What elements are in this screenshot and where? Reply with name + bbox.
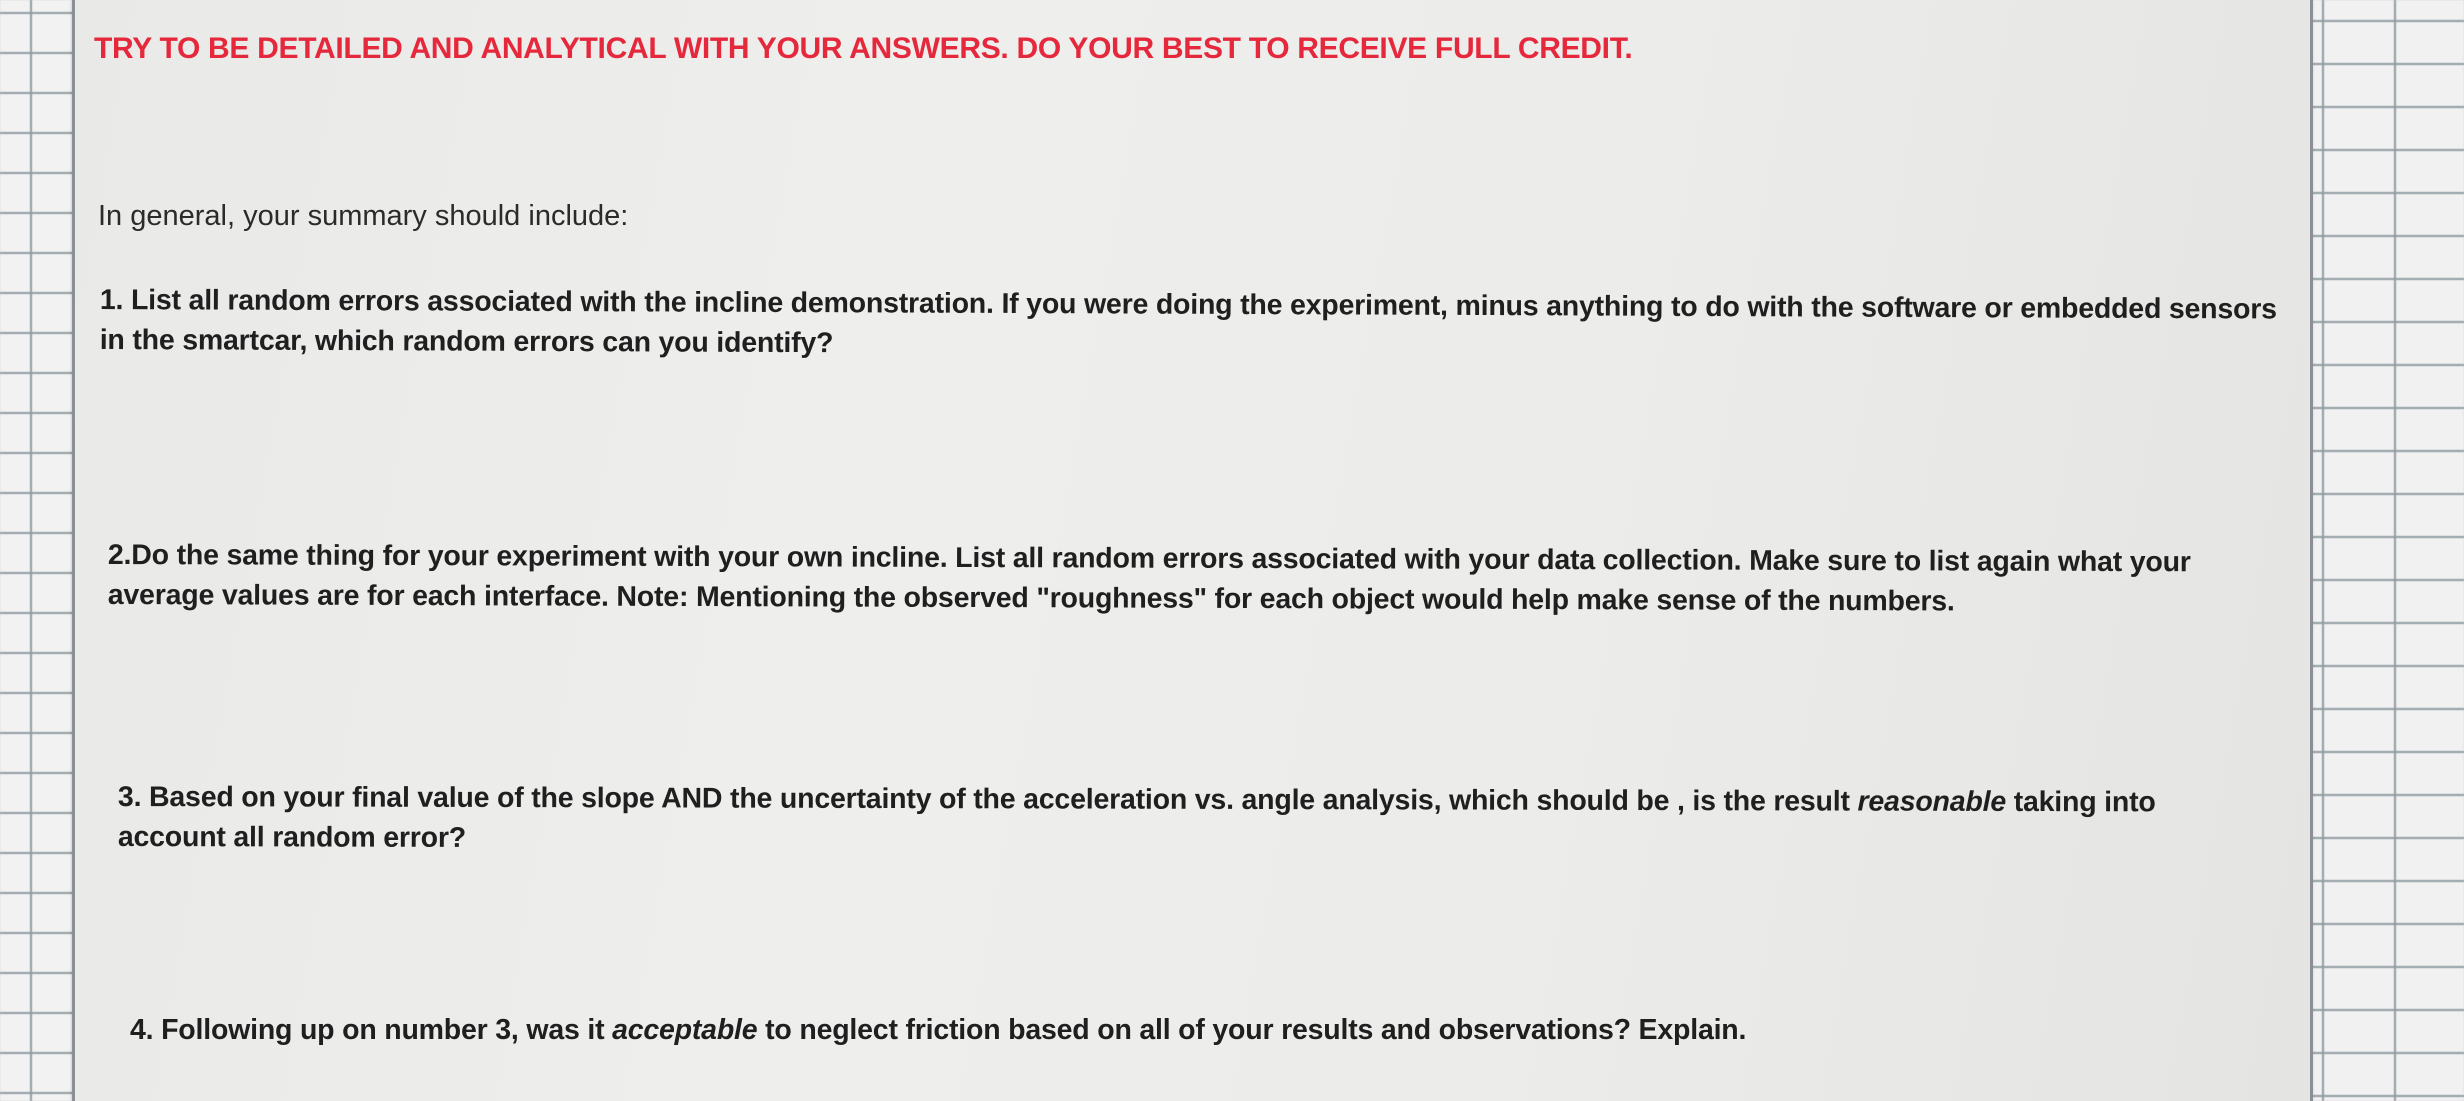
summary-intro: In general, your summary should include: <box>98 200 629 232</box>
spreadsheet-grid-right <box>2294 0 2464 1101</box>
question-4-text-start: 4. Following up on number 3, was it <box>130 1014 613 1046</box>
question-3 <box>118 777 2268 863</box>
question-3-text-end: taking into account all random error? <box>117 785 2156 854</box>
question-4 <box>130 1010 2270 1050</box>
question-1: 1. List all random errors associated with the incline demonstration. If you were doing the experiment, minus anything to do with the software or embedded sensors in the smartcar, which random errors can you identify? <box>99 283 2277 360</box>
question-4-emphasis: acceptable <box>612 1014 758 1046</box>
sheet-right-border <box>2310 0 2313 1101</box>
question-2: 2.Do the same thing for your experiment with your own incline. List all random errors associated with your data collection. Make sure to list again what your average values are for each interface. Note: Mentioning the observed "roughness" for each object would help make sense of the numbers. <box>107 539 2191 618</box>
question-3-emphasis: reasonable <box>1857 785 2007 818</box>
sheet-left-border <box>72 0 75 1101</box>
instruction-heading: TRY TO BE DETAILED AND ANALYTICAL WITH YOUR ANSWERS. DO YOUR BEST TO RECEIVE FULL CREDIT. <box>94 32 1633 65</box>
question-3-text-start: 3. Based on your final value of the slope AND the uncertainty of the acceleration vs. angle analysis, which should be , is the result <box>117 781 1858 818</box>
question-4-text-end: to neglect friction based on all of your results and observations? Explain. <box>757 1014 1747 1046</box>
